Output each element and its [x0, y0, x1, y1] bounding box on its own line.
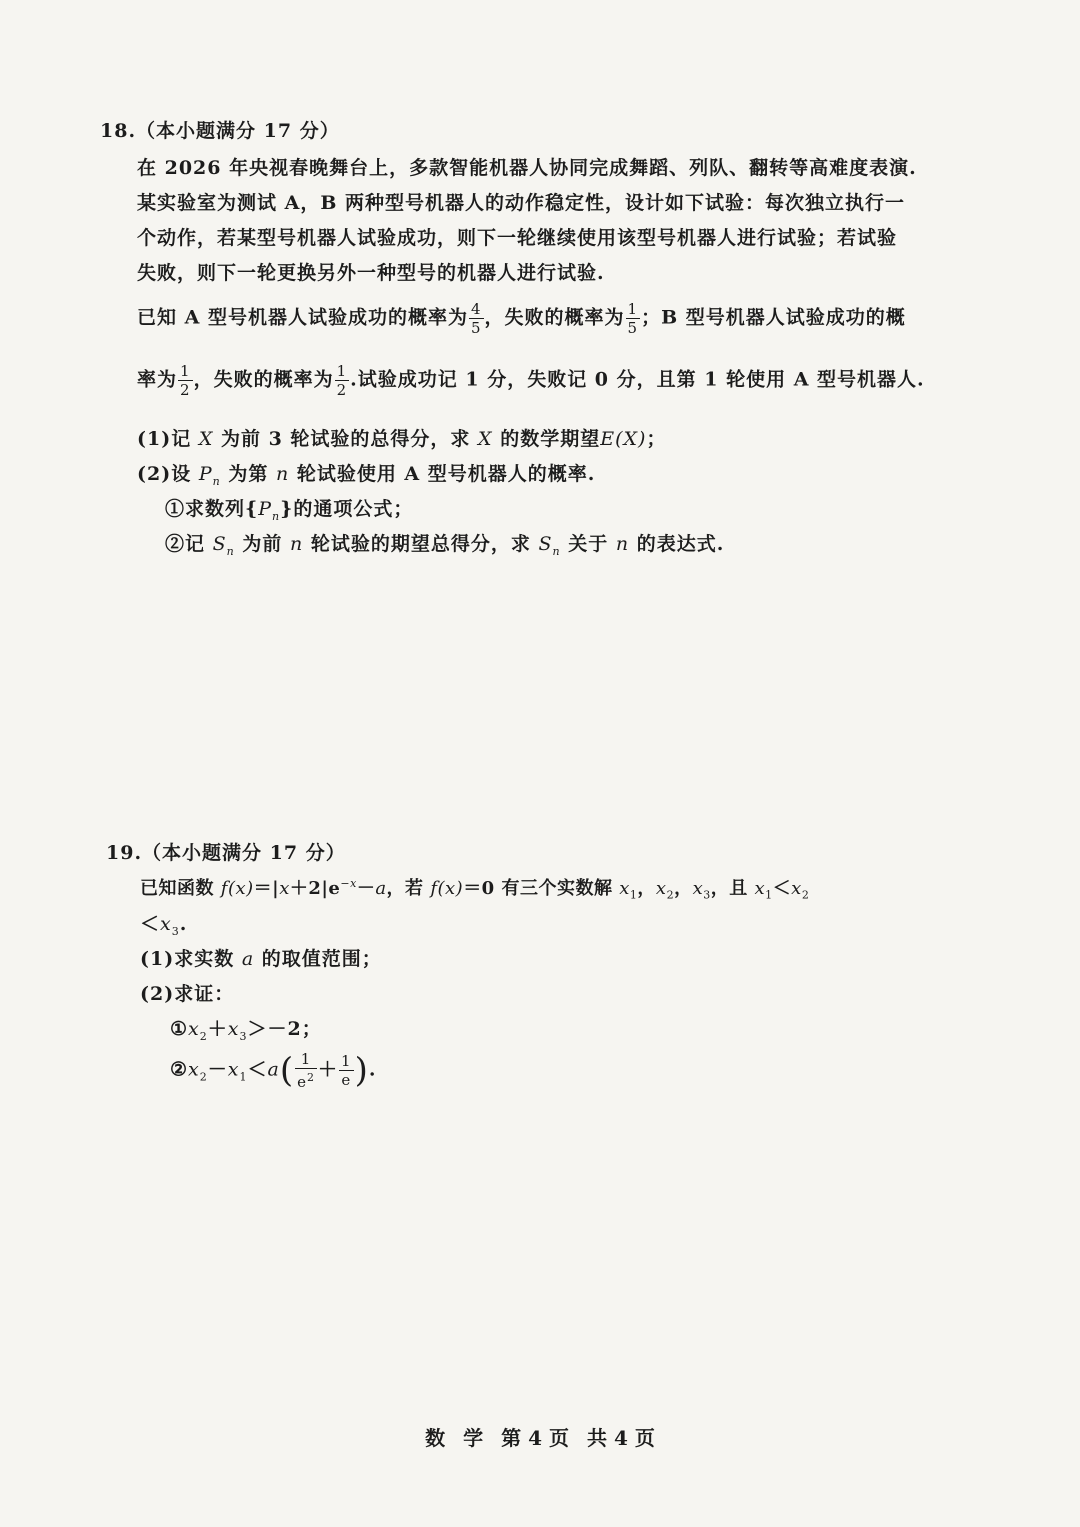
q19-subquestion-1: (1)求实数 a 的取值范围；: [140, 948, 382, 970]
q18-probability-line-a: 已知 A 型号机器人试验成功的概率为 $\frac{4}{5}$ ，失败的概率为 $\frac{1}{5}$ ；B 型号机器人试验成功的概: [137, 300, 906, 337]
footer-subject-1: 数: [425, 1426, 446, 1450]
q18-paragraph-line-1: 在 2026 年央视春晚舞台上，多款智能机器人协同完成舞蹈、列队、翻转等高难度表演.: [137, 157, 917, 179]
q18-subquestion-2-part-2: ②记 $S_n$ 为前 n 轮试验的期望总得分，求 $S_n$ 关于 n 的表达式.: [165, 533, 725, 558]
fraction-one-half-a: $\frac{1}{2}$: [180, 362, 191, 399]
fraction-one-fifth: $\frac{1}{5}$: [627, 300, 639, 337]
q19-subquestion-2: (2)求证：: [140, 983, 235, 1005]
footer-subject-2: 学: [463, 1426, 484, 1450]
page-footer: [0, 1422, 1080, 1451]
q18-paragraph-line-3: 个动作，若某型号机器人试验成功，则下一轮继续使用该型号机器人进行试验；若试验: [137, 227, 898, 249]
q19-paragraph-line-1: 已知函数 $f(x)=|x+2|e^{-x}-a$，若 f(x)＝0 有三个实数解 $x_1$，$x_2$，$x_3$，且 $x_1<x_2$: [140, 877, 810, 902]
q18-subquestion-1: (1)记 X 为前 3 轮试验的总得分，求 X 的数学期望E(X)；: [137, 428, 667, 450]
fraction-one-over-e-squared: $\frac{1}{e^2}$: [297, 1050, 315, 1091]
q18-subquestion-2-part-1: ①求数列$\{P_n\}$的通项公式；: [165, 498, 414, 523]
question-19-header: 19.（本小题满分 17 分）: [106, 842, 346, 864]
q18-subquestion-2: (2)设 $P_n$ 为第 n 轮试验使用 A 型号机器人的概率.: [137, 463, 596, 488]
q19-subquestion-2-part-1: $①x_2+x_3>-2$；: [170, 1018, 322, 1043]
fraction-four-fifths: $\frac{4}{5}$: [470, 300, 482, 337]
q18-paragraph-line-4: 失败，则下一轮更换另外一种型号的机器人进行试验.: [137, 262, 605, 284]
q18-paragraph-line-2: 某实验室为测试 A，B 两种型号机器人的动作稳定性，设计如下试验：每次独立执行一: [137, 192, 906, 214]
footer-page-total: 共 4 页: [587, 1426, 655, 1450]
fraction-one-over-e: $\frac{1}{e}$: [341, 1052, 352, 1089]
q18-probability-line-b: 率为 $\frac{1}{2}$ ，失败的概率为 $\frac{1}{2}$ .试验成功记 1 分，失败记 0 分，且第 1 轮使用 A 型号机器人.: [137, 362, 925, 399]
fraction-one-half-b: $\frac{1}{2}$: [336, 362, 348, 399]
question-18-header: 18.（本小题满分 17 分）: [100, 120, 340, 142]
footer-page-number: 第 4 页: [501, 1426, 569, 1450]
q19-subquestion-2-part-2: $②x_2-x_1<a$( $\frac{1}{e^2}$ ＋ $\frac{1}{e}$ ).: [170, 1050, 377, 1091]
q19-paragraph-line-2: $<x_3$.: [140, 913, 188, 938]
